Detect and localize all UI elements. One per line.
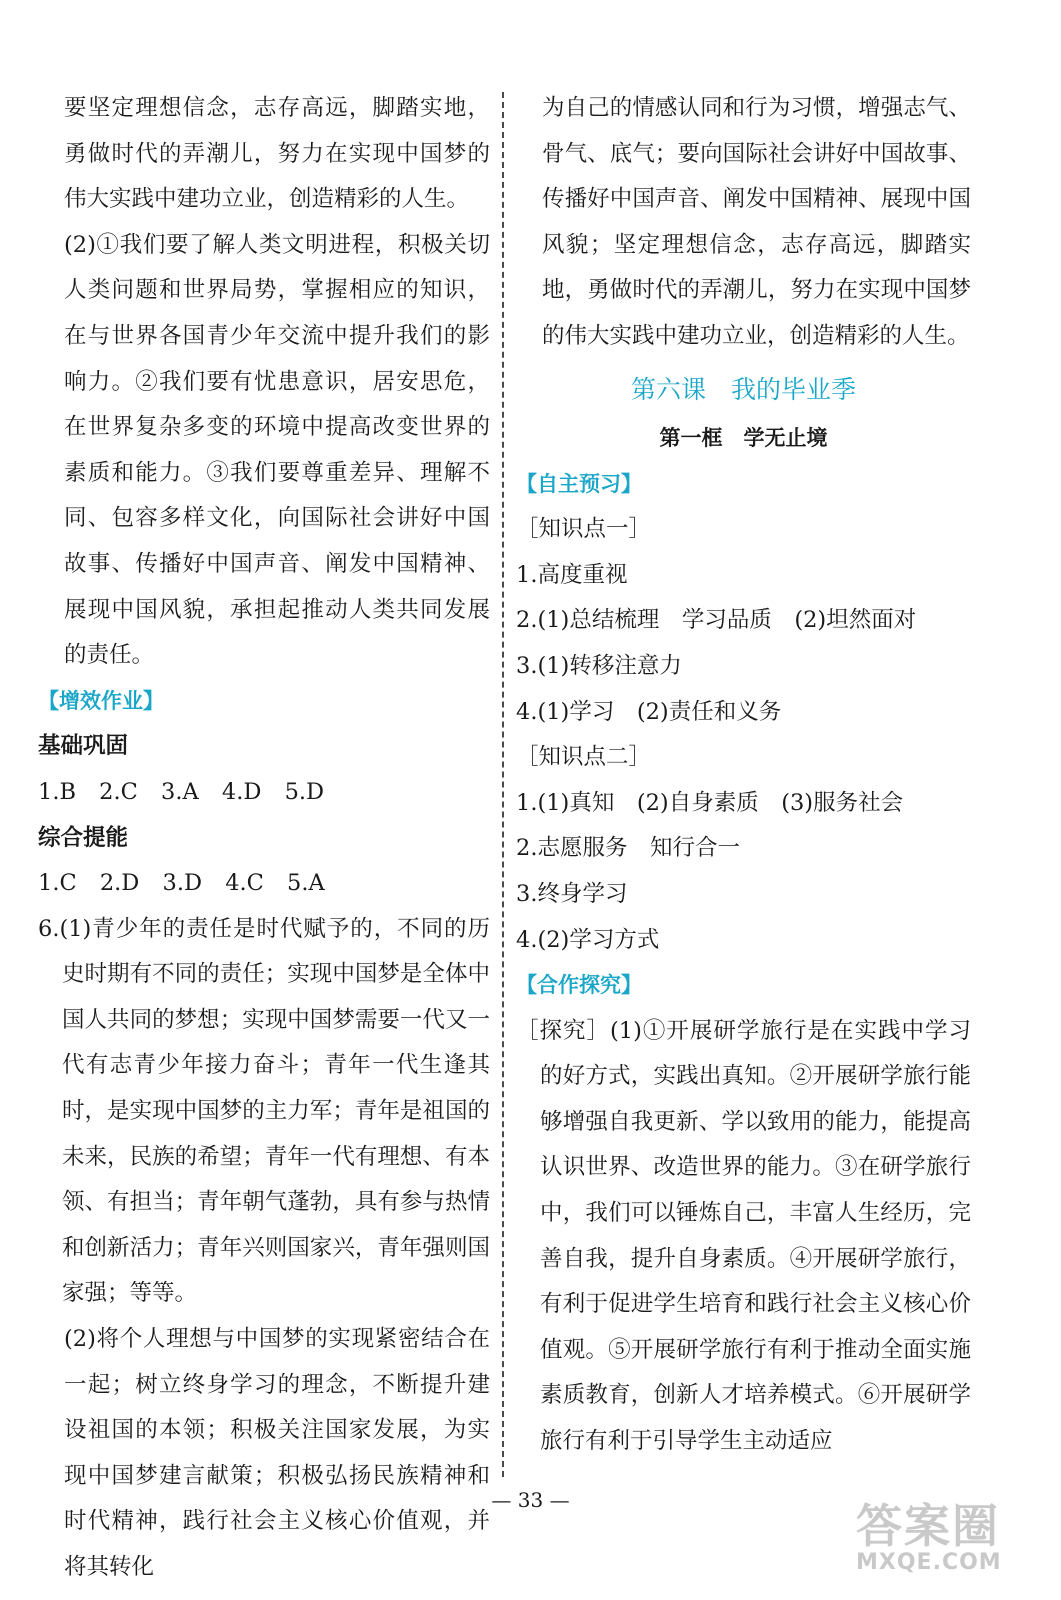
tag-homework: 【增效作业】 bbox=[38, 688, 164, 713]
basic-answer: 3.A bbox=[161, 778, 199, 805]
comp-answer: 3.D bbox=[162, 870, 203, 897]
question-6-part-1: 6.(1)青少年的责任是时代赋予的，不同的历史时期有不同的责任；实现中国梦是全体中国人共同的梦想；实现中国梦需要一代又一代有志青少年接力奋斗；青年一代生逢其时，是实现中国梦的主力军；青年是祖国的未来，民族的希望；青年一代有理想、有本领、有担当；青年朝气蓬勃，具有参与热情和创新活力；青年兴则国家兴，青年强则国家强；等等。 bbox=[38, 915, 490, 1307]
comprehensive-answers bbox=[38, 861, 490, 907]
kp1-item: 4.(1)学习 (2)责任和义务 bbox=[516, 698, 782, 725]
right-paragraph-1: 为自己的情感认同和行为习惯，增强志气、骨气、底气；要向国际社会讲好中国故事、传播好中国声音、阐发中国精神、展现中国风貌；坚定理想信念，志存高远，脚踏实地，勇做时代的弄潮儿，努力在实现中国梦的伟大实践中建功立业，创造精彩的人生。 bbox=[542, 95, 971, 349]
basic-answer: 2.C bbox=[99, 778, 138, 805]
basic-answer: 1.B bbox=[38, 778, 77, 805]
question-6-part-2: (2)将个人理想与中国梦的实现紧密结合在一起；树立终身学习的理念，不断提升建设祖国的本领；积极关注国家发展，为实现中国梦建言献策；积极弘扬民族精神和时代精神，践行社会主义核心价值观，并将其转化 bbox=[64, 1326, 490, 1580]
kp1-item: 1.高度重视 bbox=[516, 561, 628, 588]
kp1-item: 2.(1)总结梳理 学习品质 (2)坦然面对 bbox=[516, 607, 917, 634]
comp-answer: 4.C bbox=[225, 870, 264, 897]
tag-preview: 【自主预习】 bbox=[516, 471, 642, 496]
left-paragraph-2: (2)①我们要了解人类文明进程，积极关切人类问题和世界局势，掌握相应的知识，在与世界各国青少年交流中提升我们的影响力。②我们要有忧患意识，居安思危，在世界复杂多变的环境中提高改变世界的素质和能力。③我们要尊重差异、理解不同、包容多样文化，向国际社会讲好中国故事、传播好中国声音、阐发中国精神、展现中国风貌，承担起推动人类共同发展的责任。 bbox=[64, 231, 490, 669]
lesson-title: 第六课 我的毕业季 bbox=[630, 374, 856, 404]
explore-answer: ［探究］(1)①开展研学旅行是在实践中学习的好方式，实践出真知。②开展研学旅行能够增强自我更新、学以致用的能力，能提高认识世界、改造世界的能力。③在研学旅行中，我们可以锤炼自己，丰富人生经历，完善自我，提升自身素质。④开展研学旅行，有利于促进学生培育和践行社会主义核心价值观。⑤开展研学旅行有利于推动全面实施素质教育，创新人才培养模式。⑥开展研学旅行有利于引导学生主动适应 bbox=[516, 1017, 971, 1455]
column-divider bbox=[502, 92, 504, 1477]
left-paragraph-1: 要坚定理想信念，志存高远，脚踏实地，勇做时代的弄潮儿，努力在实现中国梦的伟大实践中建功立业，创造精彩的人生。 bbox=[64, 95, 490, 213]
watermark-bottom: MXQE.COM bbox=[856, 1550, 1002, 1575]
kp2-item: 4.(2)学习方式 bbox=[516, 926, 660, 953]
section-title: 第一框 学无止境 bbox=[659, 425, 828, 450]
comp-answer: 5.A bbox=[287, 870, 325, 897]
basic-answers bbox=[38, 770, 490, 816]
kp2-item: 1.(1)真知 (2)自身素质 (3)服务社会 bbox=[516, 789, 904, 816]
tag-cooperation: 【合作探究】 bbox=[516, 973, 642, 998]
page-number: — 33 — bbox=[491, 1488, 570, 1512]
right-column bbox=[516, 86, 971, 1465]
kp2-item: 2.志愿服务 知行合一 bbox=[516, 835, 740, 862]
basic-answer: 4.D bbox=[221, 778, 262, 805]
watermark-top: 答案圈 bbox=[856, 1499, 1000, 1553]
comprehensive-title: 综合提能 bbox=[38, 824, 129, 851]
basic-title: 基础巩固 bbox=[38, 733, 129, 760]
kp2-item: 3.终身学习 bbox=[516, 880, 628, 907]
comp-answer: 2.D bbox=[99, 870, 140, 897]
watermark-logo bbox=[856, 1490, 1031, 1585]
knowledge-point-2: ［知识点二］ bbox=[516, 744, 652, 771]
kp1-item: 3.(1)转移注意力 bbox=[516, 652, 682, 679]
basic-answer: 5.D bbox=[284, 778, 325, 805]
comp-answer: 1.C bbox=[38, 870, 77, 897]
left-column bbox=[38, 86, 490, 1591]
knowledge-point-1: ［知识点一］ bbox=[516, 516, 652, 543]
